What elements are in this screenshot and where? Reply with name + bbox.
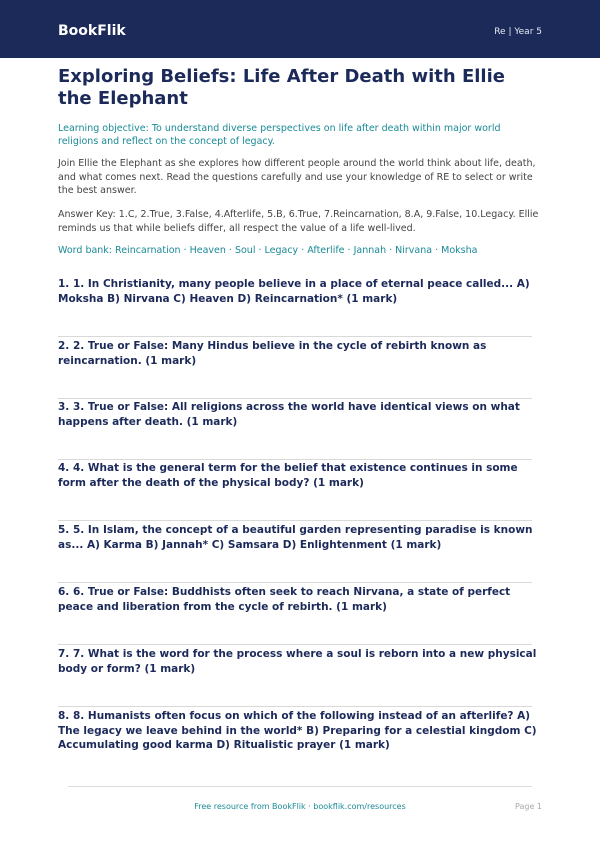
question-8: 8. 8. Humanists often focus on which of the following instead of an afterlife? A) The legacy we leave behind in the world* B) Preparing for a celestial kingdom C) Accumulating good karma D) Ritualistic prayer (1 mark) bbox=[58, 710, 537, 751]
footer-divider bbox=[68, 786, 532, 787]
question-7: 7. 7. What is the word for the process where a soul is reborn into a new physical body or form? (1 mark) bbox=[58, 648, 537, 675]
subject-year-label: Re | Year 5 bbox=[494, 27, 542, 37]
answer-line-3 bbox=[58, 459, 532, 460]
answer-line-4 bbox=[58, 520, 532, 521]
word-bank: Word bank: Reincarnation · Heaven · Soul · Legacy · Afterlife · Jannah · Nirvana · Moksha bbox=[58, 245, 478, 256]
answer-key: Answer Key: 1.C, 2.True, 3.False, 4.Afterlife, 5.B, 6.True, 7.Reincarnation, 8.A, 9.False, 10.Legacy. Ellie reminds us that while beliefs differ, all respect the value of a life well-lived. bbox=[58, 209, 539, 234]
page-number: Page 1 bbox=[515, 802, 542, 811]
learning-objective: Learning objective: To understand diverse perspectives on life after death within major world religions and reflect on the concept of legacy. bbox=[58, 123, 501, 147]
page-header bbox=[0, 0, 600, 58]
answer-line-7 bbox=[58, 706, 532, 707]
brand-logo-text: BookFlik bbox=[58, 23, 126, 39]
question-4: 4. 4. What is the general term for the belief that existence continues in some form after the death of the physical body? (1 mark) bbox=[58, 462, 518, 489]
answer-line-5 bbox=[58, 582, 532, 583]
question-1: 1. 1. In Christianity, many people believe in a place of eternal peace called... A) Moksha B) Nirvana C) Heaven D) Reincarnation* (1 mark) bbox=[58, 278, 530, 305]
answer-line-1 bbox=[58, 336, 532, 337]
question-6: 6. 6. True or False: Buddhists often seek to reach Nirvana, a state of perfect peace and liberation from the cycle of rebirth. (1 mark) bbox=[58, 586, 511, 613]
question-2: 2. 2. True or False: Many Hindus believe in the cycle of rebirth known as reincarnation. (1 mark) bbox=[58, 340, 487, 367]
question-3: 3. 3. True or False: All religions across the world have identical views on what happens after death. (1 mark) bbox=[58, 401, 520, 428]
answer-line-2 bbox=[58, 398, 532, 399]
intro-paragraph: Join Ellie the Elephant as she explores how different people around the world think about life, death, and what comes next. Read the questions carefully and use your knowledge of RE to select or write the best answer. bbox=[58, 158, 536, 196]
worksheet-title: Exploring Beliefs: Life After Death with Ellie the Elephant bbox=[58, 66, 505, 109]
question-5: 5. 5. In Islam, the concept of a beautiful garden representing paradise is known as... A) Karma B) Jannah* C) Samsara D) Enlightenment (1 mark) bbox=[58, 524, 533, 551]
answer-line-6 bbox=[58, 644, 532, 645]
footer-text[interactable]: Free resource from BookFlik · bookflik.com/resources bbox=[194, 802, 406, 811]
